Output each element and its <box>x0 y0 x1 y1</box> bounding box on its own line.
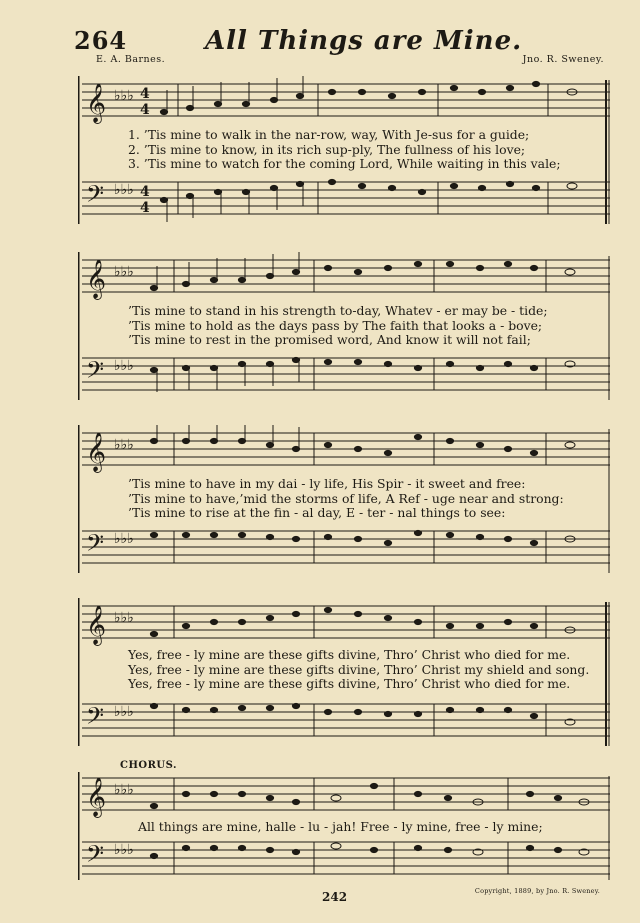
page-number: 242 <box>322 890 348 904</box>
lyric-line: ’Tis mine to rise at the fin - al day, E - ter - nal things to see: <box>128 505 506 521</box>
svg-text:4: 4 <box>140 200 150 216</box>
lyrics-system-1 <box>128 128 606 172</box>
lyric-line: Yes, free - ly mine are these gifts divine, Thro’ Christ my shield and song. <box>128 661 590 677</box>
lyrics-system-4 <box>128 648 606 692</box>
svg-text:𝄢: 𝄢 <box>86 840 105 873</box>
lyricist-credit: E. A. Barnes. <box>96 54 166 65</box>
svg-text:𝄢: 𝄢 <box>86 702 105 735</box>
lyric-line: 1. ’Tis mine to walk in the nar-row, way, With Je-sus for a guide; <box>128 127 530 142</box>
lyrics-system-3 <box>128 477 606 521</box>
lyric-line: 2. ’Tis mine to know, in its rich sup-ply, The fullness of his love; <box>128 141 526 157</box>
lyric-line: All things are mine, halle - lu - jah! Free - ly mine, free - ly mine; <box>138 819 543 834</box>
svg-text:𝄞: 𝄞 <box>86 777 107 817</box>
svg-text:𝄢: 𝄢 <box>86 180 105 213</box>
svg-text:𝄞: 𝄞 <box>86 83 107 123</box>
copyright-notice: Copyright, 1889, by Jno. R. Sweney. <box>474 887 600 895</box>
svg-text:♭♭♭: ♭♭♭ <box>114 358 134 374</box>
svg-text:♭♭♭: ♭♭♭ <box>114 437 134 453</box>
svg-text:𝄞: 𝄞 <box>86 432 107 472</box>
svg-text:♭♭♭: ♭♭♭ <box>114 842 134 858</box>
svg-text:𝄞: 𝄞 <box>86 259 107 299</box>
hymn-number: 264 <box>74 26 128 55</box>
lyric-line: ’Tis mine to hold as the days pass by The faith that looks a - bove; <box>128 317 543 333</box>
svg-text:♭♭♭: ♭♭♭ <box>114 182 134 198</box>
svg-text:4: 4 <box>140 102 150 118</box>
lyric-line: Yes, free - ly mine are these gifts divine, Thro’ Christ who died for me. <box>128 676 571 692</box>
lyric-line: 3. ’Tis mine to watch for the coming Lord, While waiting in this vale; <box>128 156 561 172</box>
hymn-title: All Things are Mine. <box>205 26 523 56</box>
svg-text:4: 4 <box>140 184 150 200</box>
composer-credit: Jno. R. Sweney. <box>522 54 604 65</box>
svg-text:♭♭♭: ♭♭♭ <box>114 264 134 280</box>
svg-text:♭♭♭: ♭♭♭ <box>114 88 134 104</box>
lyric-line: ’Tis mine to have,’mid the storms of life, A Ref - uge near and strong: <box>128 490 564 506</box>
svg-text:𝄢: 𝄢 <box>86 529 105 562</box>
lyrics-system-2 <box>128 304 606 348</box>
svg-text:♭♭♭: ♭♭♭ <box>114 531 134 547</box>
lyric-line: ’Tis mine to stand in his strength to-day, Whatev - er may be - tide; <box>128 303 548 318</box>
svg-text:♭♭♭: ♭♭♭ <box>114 610 134 626</box>
lyric-line: Yes, free - ly mine are these gifts divine, Thro’ Christ who died for me. <box>128 647 571 662</box>
lyric-line: ’Tis mine to have in my dai - ly life, His Spir - it sweet and free: <box>128 476 526 491</box>
svg-text:♭♭♭: ♭♭♭ <box>114 704 134 720</box>
svg-text:𝄞: 𝄞 <box>86 605 107 645</box>
lyric-line: ’Tis mine to rest in the promised word, And know it will not fail; <box>128 332 531 348</box>
lyrics-chorus <box>138 820 616 835</box>
svg-text:4: 4 <box>140 86 150 102</box>
svg-text:𝄢: 𝄢 <box>86 356 105 389</box>
chorus-label: CHORUS. <box>120 760 177 771</box>
svg-text:♭♭♭: ♭♭♭ <box>114 782 134 798</box>
